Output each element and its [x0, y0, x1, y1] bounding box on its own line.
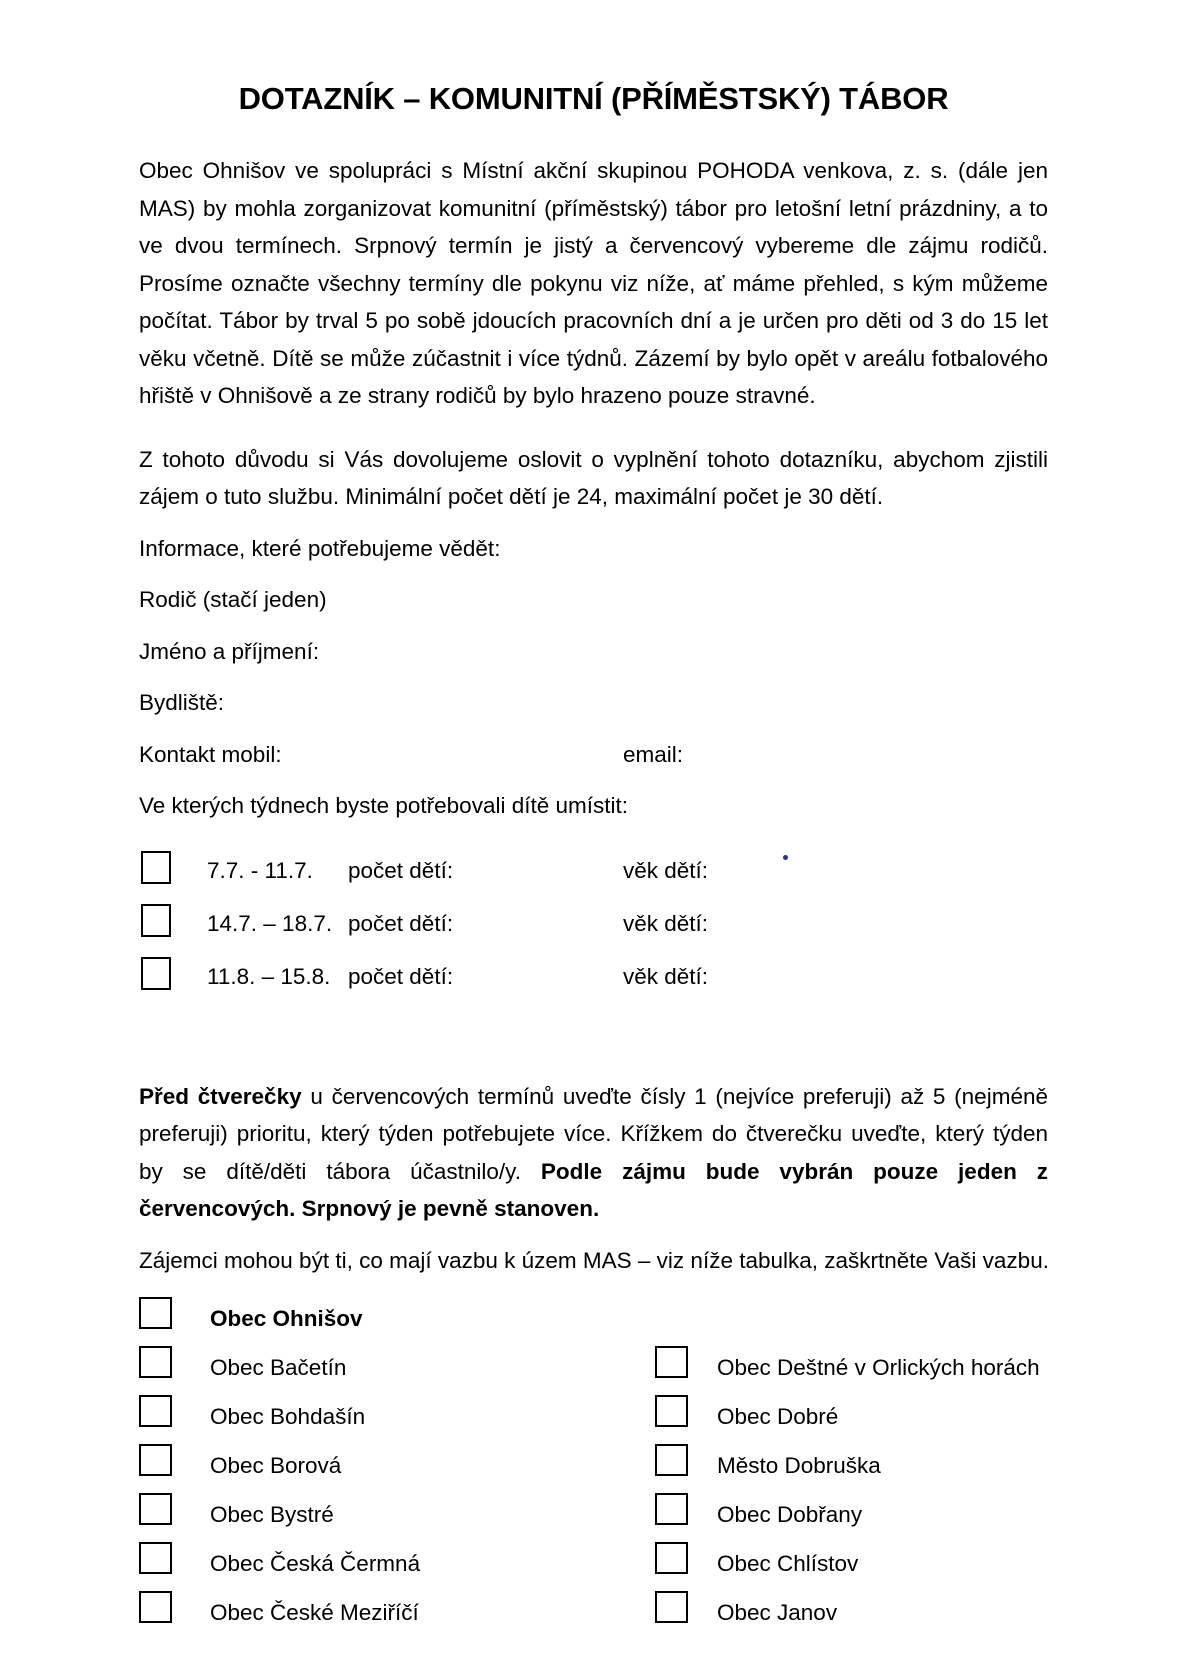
contact-row — [139, 736, 1048, 774]
municipality-checkbox-bohdasin[interactable] — [139, 1395, 172, 1427]
instructions-paragraph — [139, 1078, 1048, 1228]
eligibility-note: Zájemci mohou být ti, co mají vazbu k územ MAS – viz níže tabulka, zaškrtněte Vaši vazbu. — [139, 1247, 1049, 1273]
municipality-label: Město Dobruška — [717, 1453, 881, 1479]
municipality-label: Obec Janov — [717, 1600, 838, 1626]
term-date-1: 7.7. - 11.7. — [207, 857, 313, 883]
municipality-checkbox-dobruska[interactable] — [655, 1444, 688, 1476]
municipality-checkbox-ohnisov[interactable] — [139, 1297, 172, 1329]
intro-paragraph: Obec Ohnišov ve spolupráci s Místní akční skupinou POHODA venkova, z. s. (dále jen MAS) by mohla zorganizovat komunitní (příměstský) tábor pro letošní letní prázdniny, a to ve dvou termínech. Srpnový termín je jistý a červencový vybereme dle zájmu rodičů. Prosíme označte všechny termíny dle pokynu viz níže, ať máme přehled, s kým můžeme počítat. Tábor by trval 5 po sobě jdoucích pracovních dní a je určen pro děti od 3 do 15 let věku včetně. Dítě se může zúčastnit i více týdnů. Zázemí by bylo opět v areálu fotbalového hřiště v Ohnišově a ze strany rodičů by bylo hrazeno pouze stravné. — [139, 158, 1048, 409]
municipality-label: Obec Bohdašín — [210, 1404, 366, 1430]
parent-heading: Rodič (stačí jeden) — [139, 587, 327, 613]
municipality-label: Obec Bystré — [210, 1502, 334, 1528]
term-age-label-3: věk dětí: — [623, 963, 709, 989]
term-date-2: 14.7. – 18.7. — [207, 910, 333, 936]
municipality-checkbox-destne[interactable] — [655, 1346, 688, 1378]
municipality-checkbox-dobre[interactable] — [655, 1395, 688, 1427]
instructions-mid-text: u červencových termínů uveďte čísly 1 (nejvíce preferuji) až 5 (nejméně preferuji) prioritu, který týden potřebujete více. Křížkem do čtverečku uveďte, který týden by se dítě/děti tábora účastnilo/y. — [139, 1083, 1048, 1184]
municipality-label: Obec Chlístov — [717, 1551, 859, 1577]
municipality-label: Obec Dobré — [717, 1404, 839, 1430]
municipality-label: Obec Deštné v Orlických horách — [717, 1355, 1040, 1381]
term-count-label-1: počet dětí: — [348, 857, 454, 883]
term-age-label-1: věk dětí: — [623, 857, 709, 883]
terms-question: Ve kterých týdnech byste potřebovali dítě umístit: — [139, 793, 629, 819]
municipality-label: Obec Česká Čermná — [210, 1551, 421, 1577]
municipality-checkbox-bacetin[interactable] — [139, 1346, 172, 1378]
term-count-label-2: počet dětí: — [348, 910, 454, 936]
municipality-checkbox-ceske-mezirici[interactable] — [139, 1591, 172, 1623]
term-date-3: 11.8. – 15.8. — [207, 963, 331, 989]
email-field-label: email: — [623, 741, 684, 767]
term-age-label-2: věk dětí: — [623, 910, 709, 936]
page-title: DOTAZNÍK – KOMUNITNÍ (PŘÍMĚSTSKÝ) TÁBOR — [238, 81, 949, 116]
instructions-bold-tail: Podle zájmu bude vybrán pouze jeden z červencových. Srpnový je pevně stanoven. — [139, 1158, 1048, 1222]
municipality-checkbox-bystre[interactable] — [139, 1493, 172, 1525]
municipality-checkbox-chlistov[interactable] — [655, 1542, 688, 1574]
name-field-label: Jméno a příjmení: — [139, 638, 320, 664]
term-row — [139, 900, 1048, 953]
address-field-label: Bydliště: — [139, 690, 225, 716]
municipality-label: Obec České Meziříčí — [210, 1600, 419, 1626]
term-checkbox-2[interactable] — [141, 904, 171, 937]
cursor-artifact-dot — [783, 855, 788, 860]
municipality-checkbox-table — [139, 1297, 1048, 1659]
municipality-checkbox-borova[interactable] — [139, 1444, 172, 1476]
municipality-label: Obec Bačetín — [210, 1355, 347, 1381]
term-row — [139, 953, 1048, 1006]
municipality-label: Obec Borová — [210, 1453, 342, 1479]
municipality-checkbox-janov[interactable] — [655, 1591, 688, 1623]
term-row — [139, 847, 1048, 900]
terms-checkbox-list — [139, 847, 1048, 1006]
reason-paragraph: Z tohoto důvodu si Vás dovolujeme oslovit o vyplnění tohoto dotazníku, abychom zjistili zájem o tuto službu. Minimální počet dětí je 24, maximální počet je 30 dětí. — [139, 446, 1048, 510]
municipality-label: Obec Ohnišov — [210, 1306, 363, 1332]
term-checkbox-3[interactable] — [141, 957, 171, 990]
municipality-checkbox-dobrany[interactable] — [655, 1493, 688, 1525]
document-content — [139, 0, 1048, 1659]
municipality-label: Obec Dobřany — [717, 1502, 863, 1528]
municipality-checkbox-ceska-cermna[interactable] — [139, 1542, 172, 1574]
term-count-label-3: počet dětí: — [348, 963, 454, 989]
info-heading: Informace, které potřebujeme vědět: — [139, 535, 501, 561]
phone-field-label: Kontakt mobil: — [139, 741, 282, 767]
term-checkbox-1[interactable] — [141, 851, 171, 884]
instructions-bold-lead: Před čtverečky — [139, 1083, 302, 1109]
